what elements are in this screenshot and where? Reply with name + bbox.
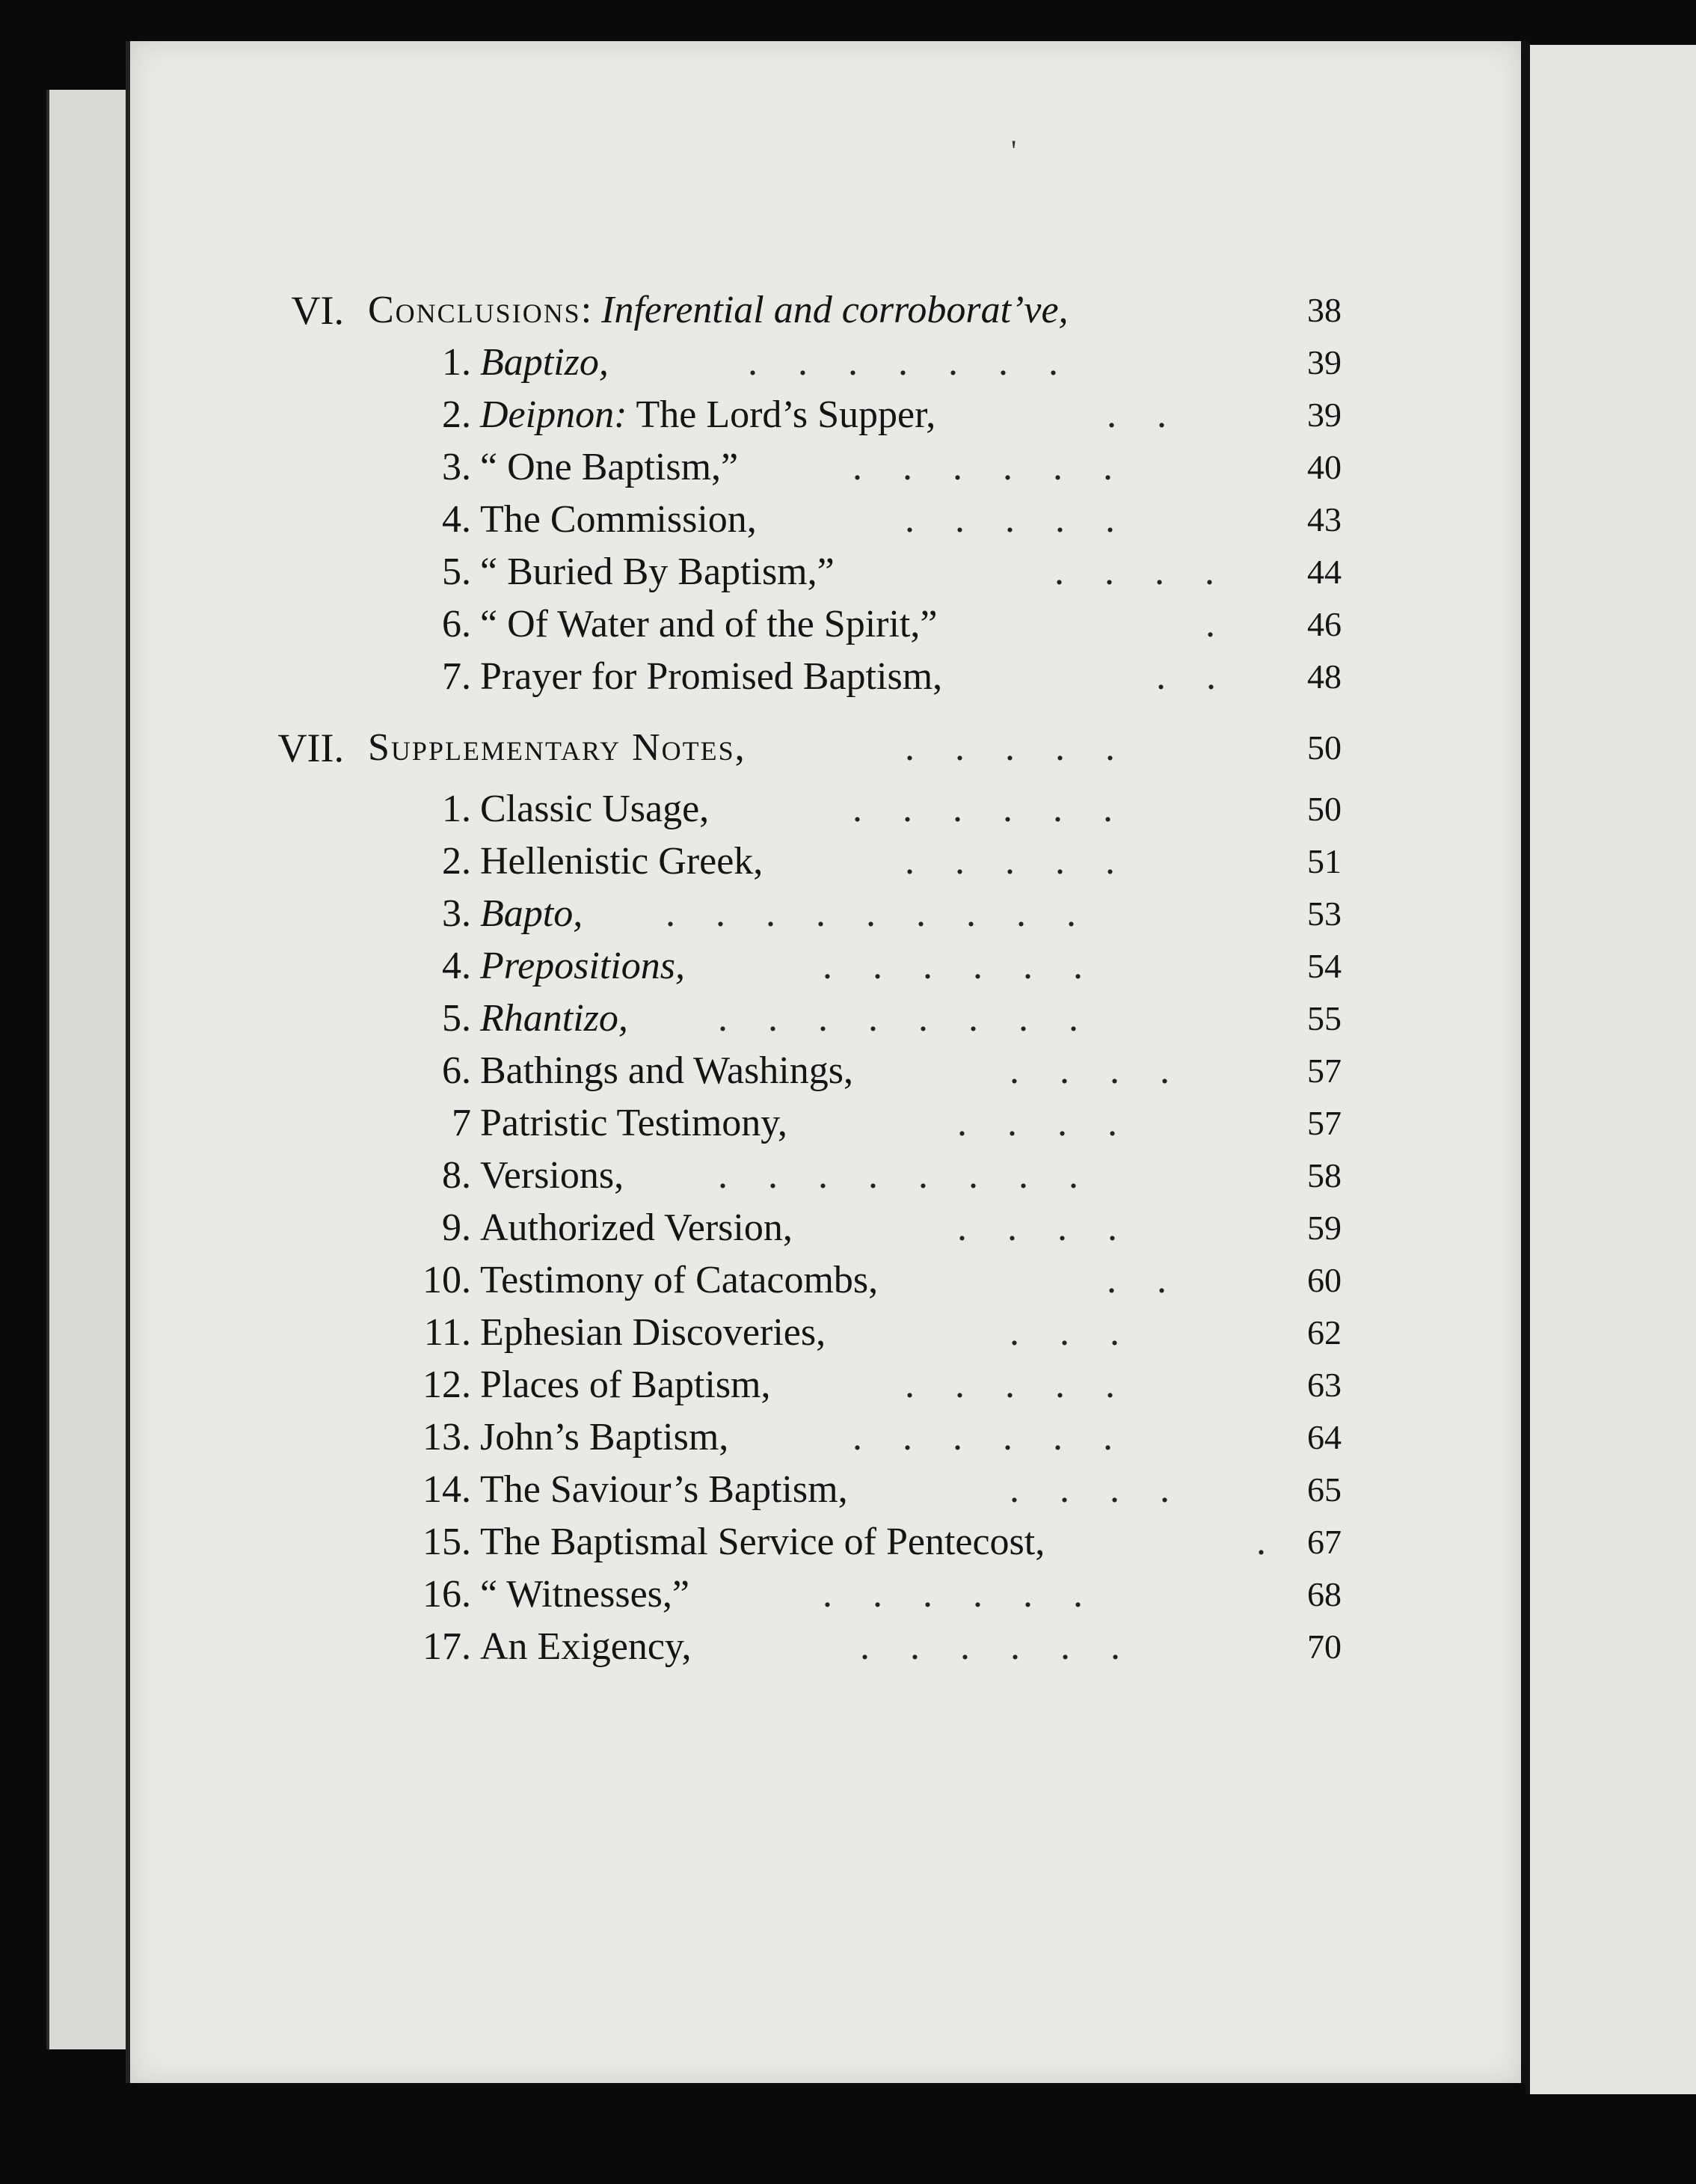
- page-number: 40: [1307, 448, 1342, 486]
- page-number: 50: [1307, 728, 1342, 767]
- item-title: Bathings and Washings,: [480, 1049, 853, 1092]
- item-title: Testimony of Catacombs,: [480, 1259, 879, 1301]
- item-number: 4.: [442, 498, 471, 541]
- section-numeral: VII.: [277, 726, 344, 770]
- dot-leader: ........: [718, 997, 1119, 1040]
- dot-leader: ....: [1010, 1468, 1210, 1511]
- dot-leader: ..: [1107, 1259, 1207, 1301]
- dot-leader: ....: [957, 1206, 1158, 1249]
- dot-leader: .....: [905, 840, 1155, 883]
- item-title: “ Witnesses,”: [480, 1573, 689, 1616]
- page-number: 58: [1307, 1156, 1342, 1194]
- item-title: “ Of Water and of the Spirit,”: [480, 603, 938, 645]
- item-title: John’s Baptism,: [480, 1416, 729, 1458]
- item-title: Prepositions,: [480, 945, 685, 987]
- item-number: 17.: [423, 1625, 471, 1668]
- item-number: 14.: [423, 1468, 471, 1511]
- dot-leader: ...: [1010, 1311, 1160, 1354]
- page-number: 59: [1307, 1209, 1342, 1247]
- item-number: 7: [452, 1102, 471, 1144]
- dot-leader: .: [1256, 1521, 1306, 1563]
- item-number: 8.: [442, 1154, 471, 1197]
- item-number: 9.: [442, 1206, 471, 1249]
- dot-leader: ..: [1107, 393, 1207, 436]
- item-number: 5.: [442, 997, 471, 1040]
- page-number: 64: [1307, 1418, 1342, 1456]
- dot-leader: ......: [852, 1416, 1153, 1458]
- dot-leader: ....: [957, 1102, 1158, 1144]
- item-number: 4.: [442, 945, 471, 987]
- item-number: 1.: [442, 341, 471, 384]
- dot-leader: .......: [748, 341, 1099, 384]
- section-subtitle: Inferential and corroborat’ve,: [601, 289, 1069, 331]
- item-title: Ephesian Discoveries,: [480, 1311, 826, 1354]
- page-number: 65: [1307, 1470, 1342, 1509]
- page-number: 48: [1307, 657, 1342, 696]
- section-title: Conclusions: Inferential and corroborat’ve,: [368, 289, 1069, 331]
- item-title: Deipnon: The Lord’s Supper,: [480, 393, 936, 436]
- item-title: Classic Usage,: [480, 788, 710, 830]
- item-title: Hellenistic Greek,: [480, 840, 763, 883]
- page-number: 70: [1307, 1628, 1342, 1666]
- page-number: 43: [1307, 500, 1342, 539]
- item-number: 5.: [442, 550, 471, 593]
- dot-leader: .: [1205, 603, 1256, 645]
- dot-leader: ......: [852, 788, 1153, 830]
- page-number: 63: [1307, 1366, 1342, 1404]
- dot-leader: ....: [1010, 1049, 1210, 1092]
- item-title: “ One Baptism,”: [480, 446, 739, 488]
- dot-leader: .....: [905, 498, 1155, 541]
- item-title: Bapto,: [480, 892, 583, 935]
- dot-leader: .........: [666, 892, 1116, 935]
- item-title: Places of Baptism,: [480, 1364, 771, 1406]
- page-number: 55: [1307, 999, 1342, 1037]
- page-number: 39: [1307, 396, 1342, 434]
- item-title: Authorized Version,: [480, 1206, 793, 1249]
- page-number: 57: [1307, 1104, 1342, 1142]
- page-number: 44: [1307, 553, 1342, 591]
- item-number: 16.: [423, 1573, 471, 1616]
- item-title: The Baptismal Service of Pentecost,: [480, 1521, 1045, 1563]
- item-number: 11.: [423, 1311, 471, 1354]
- page-number: 57: [1307, 1052, 1342, 1090]
- page-number: 68: [1307, 1575, 1342, 1613]
- section-numeral: VI.: [291, 288, 344, 333]
- section-title: Supplementary Notes,: [368, 726, 746, 769]
- item-title: Patristic Testimony,: [480, 1102, 787, 1144]
- dot-leader: ........: [718, 1154, 1119, 1197]
- item-number: 3.: [442, 892, 471, 935]
- item-title: An Exigency,: [480, 1625, 692, 1668]
- page-speck: ': [1011, 134, 1017, 168]
- page-number: 51: [1307, 842, 1342, 880]
- dot-leader: ......: [823, 1573, 1123, 1616]
- item-number: 3.: [442, 446, 471, 488]
- item-title: The Commission,: [480, 498, 757, 541]
- item-number: 13.: [423, 1416, 471, 1458]
- item-number: 2.: [442, 840, 471, 883]
- item-number: 7.: [442, 655, 471, 698]
- page-number: 62: [1307, 1313, 1342, 1352]
- dot-leader: ......: [860, 1625, 1161, 1668]
- dot-leader: .....: [905, 726, 1155, 769]
- item-number: 15.: [423, 1521, 471, 1563]
- dot-leader: ......: [823, 945, 1123, 987]
- item-title: The Saviour’s Baptism,: [480, 1468, 848, 1511]
- item-number: 6.: [442, 1049, 471, 1092]
- page-number: 54: [1307, 947, 1342, 985]
- page-number: 53: [1307, 895, 1342, 933]
- item-title: Prayer for Promised Baptism,: [480, 655, 943, 698]
- item-number: 12.: [423, 1364, 471, 1406]
- item-title: Rhantizo,: [480, 997, 628, 1040]
- item-number: 1.: [442, 788, 471, 830]
- page-number: 38: [1307, 291, 1342, 329]
- page-number: 60: [1307, 1261, 1342, 1299]
- page-number: 39: [1307, 343, 1342, 381]
- item-number: 10.: [423, 1259, 471, 1301]
- item-number: 2.: [442, 393, 471, 436]
- item-title: Baptizo,: [480, 341, 609, 384]
- item-number: 6.: [442, 603, 471, 645]
- dot-leader: ......: [852, 446, 1153, 488]
- dot-leader: .....: [905, 1364, 1155, 1406]
- dot-leader: ..: [1156, 655, 1256, 698]
- page-number: 67: [1307, 1523, 1342, 1561]
- dot-leader: ....: [1054, 550, 1255, 593]
- page-number: 50: [1307, 790, 1342, 828]
- item-title: “ Buried By Baptism,”: [480, 550, 835, 593]
- page-number: 46: [1307, 605, 1342, 643]
- item-title: Versions,: [480, 1154, 624, 1197]
